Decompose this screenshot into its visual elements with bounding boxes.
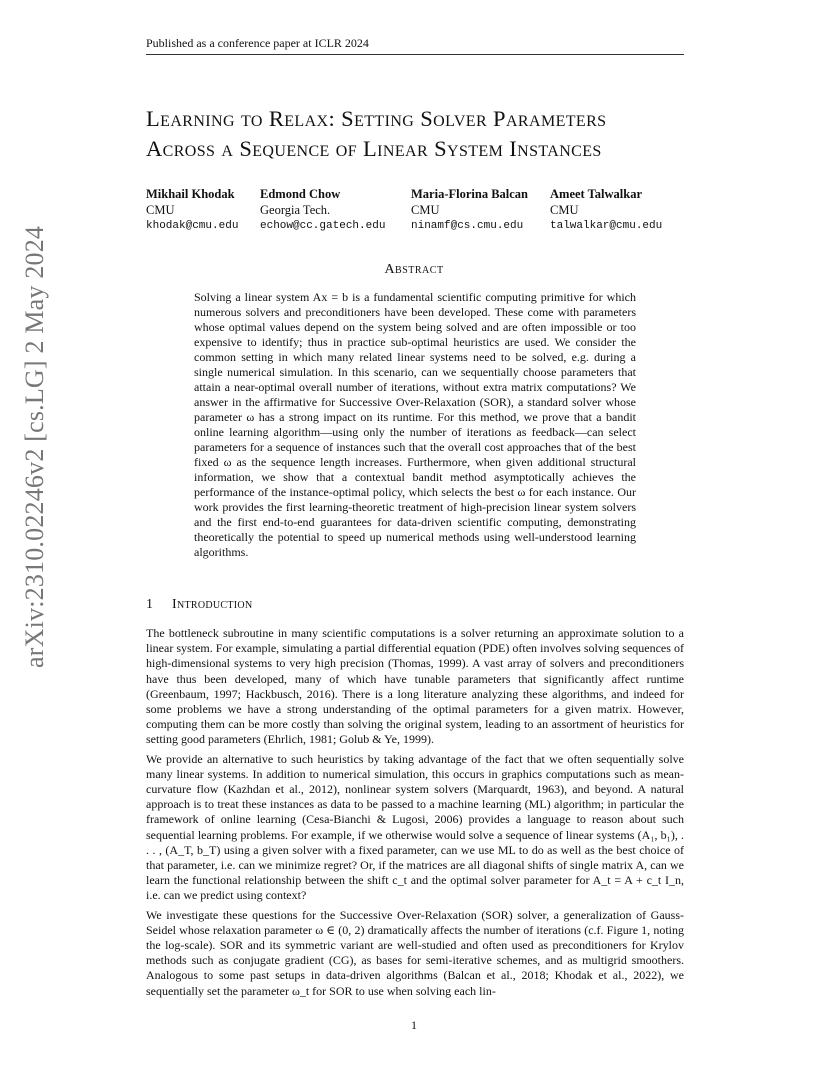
paper-title — [146, 104, 706, 164]
author-email: echow@cc.gatech.edu — [260, 220, 386, 232]
author-4 — [550, 186, 662, 234]
author-email: khodak@cmu.edu — [146, 220, 239, 232]
paragraph-2: We provide an alternative to such heuristics by taking advantage of the fact that we often sequentially solve many linear systems. In addition to numerical simulation, this occurs in graphics computations such as mean-curvature flow (Kazhdan et al., 2012), nonlinear system solvers (Marquardt, 1963), and beyond. A natural approach is to treat these instances as data to be passed to a machine learning (ML) algorithm; in particular the framework of online learning (Cesa-Bianchi & Lugosi, 2006) provides a language to reason about such sequential learning problems. For example, if we otherwise would solve a sequence of linear systems (A₁, b₁), . . . , (A_T, b_T) using a given solver with a fixed parameter, can we use ML to do as well as the best choice of that parameter, i.e. can we minimize regret? Or, if the matrices are all diagonal shifts of single matrix A, can we learn the functional relationship between the shift c_t and the optimal solver parameter for A_t = A + c_t I_n, i.e. can we predict using context? — [146, 751, 684, 903]
abstract-text: Solving a linear system Ax = b is a fundamental scientific computing primitive for which numerous solvers and preconditioners have been developed. These come with parameters whose optimal values depend on the system being solved and are often impossible or too expensive to identify; thus in practice sub-optimal heuristics are used. We consider the common setting in which many related linear systems need to be solved, e.g. during a single numerical simulation. In this scenario, can we sequentially choose parameters that attain a near-optimal overall number of iterations, without extra matrix computations? We answer in the affirmative for Successive Over-Relaxation (SOR), a standard solver whose parameter ω has a strong impact on its runtime. For this method, we prove that a bandit online learning algorithm—using only the number of iterations as feedback—can select parameters for a sequence of instances such that the overall cost approaches that of the best fixed ω as the sequence length increases. Furthermore, when given additional structural information, we show that a contextual bandit method asymptotically achieves the performance of the instance-optimal policy, which selects the best ω for each instance. Our work provides the first learning-theoretic treatment of high-precision linear system solvers and the first end-to-end guarantees for data-driven scientific computing, demonstrating theoretically the potential to speed up numerical methods using well-understood learning algorithms. — [194, 290, 636, 559]
author-email: talwalkar@cmu.edu — [550, 220, 663, 232]
section-title: Introduction — [172, 597, 253, 612]
author-2 — [260, 186, 385, 234]
author-name: Maria-Florina Balcan — [411, 187, 528, 201]
abstract-heading: Abstract — [384, 262, 444, 277]
title-line-2: Across a Sequence of Linear System Instances — [146, 136, 602, 161]
section-number: 1 — [146, 597, 154, 612]
author-3 — [411, 186, 528, 234]
author-email: ninamf@cs.cmu.edu — [411, 220, 524, 232]
author-affiliation: CMU — [146, 203, 175, 217]
author-name: Mikhail Khodak — [146, 187, 235, 201]
author-affiliation: CMU — [550, 203, 579, 217]
running-header: Published as a conference paper at ICLR 2024 — [146, 36, 369, 50]
author-1 — [146, 186, 238, 234]
title-line-1: Learning to Relax: Setting Solver Parameters — [146, 106, 607, 131]
arxiv-side-label: arXiv:2310.02246v2 [cs.LG] 2 May 2024 — [20, 225, 49, 668]
author-affiliation: Georgia Tech. — [260, 203, 331, 217]
section-heading — [146, 597, 252, 613]
intro-body — [146, 626, 684, 1003]
author-name: Edmond Chow — [260, 187, 341, 201]
paragraph-1: The bottleneck subroutine in many scientific computations is a solver returning an approximate solution to a linear system. For example, simulating a partial differential equation (PDE) often involves solving sequences of high-dimensional systems to very high precision (Thomas, 1999). A vast array of solvers and preconditioners have thus been developed, many of which have tunable parameters that significantly affect runtime (Greenbaum, 1997; Hackbusch, 2016). There is a long literature analyzing these algorithms, and indeed for some problems we have a strong understanding of the optimal parameters for a given matrix. However, computing them can be more costly than solving the original system, leading to an assortment of heuristics for setting good parameters (Ehrlich, 1981; Golub & Ye, 1999). — [146, 626, 684, 747]
page-number: 1 — [411, 1018, 417, 1032]
paragraph-3: We investigate these questions for the Successive Over-Relaxation (SOR) solver, a generalization of Gauss-Seidel whose relaxation parameter ω ∈ (0, 2) dramatically affects the number of iterations (c.f. Figure 1, noting the log-scale). SOR and its symmetric variant are well-studied and often used as preconditioners for Krylov methods such as conjugate gradient (CG), as bases for semi-iterative schemes, and as multigrid smoothers. Analogous to some past setups in data-driven algorithms (Balcan et al., 2018; Khodak et al., 2022), we sequentially set the parameter ω_t for SOR to use when solving each lin- — [146, 907, 684, 998]
author-name: Ameet Talwalkar — [550, 187, 643, 201]
author-affiliation: CMU — [411, 203, 440, 217]
header-rule — [146, 54, 684, 55]
